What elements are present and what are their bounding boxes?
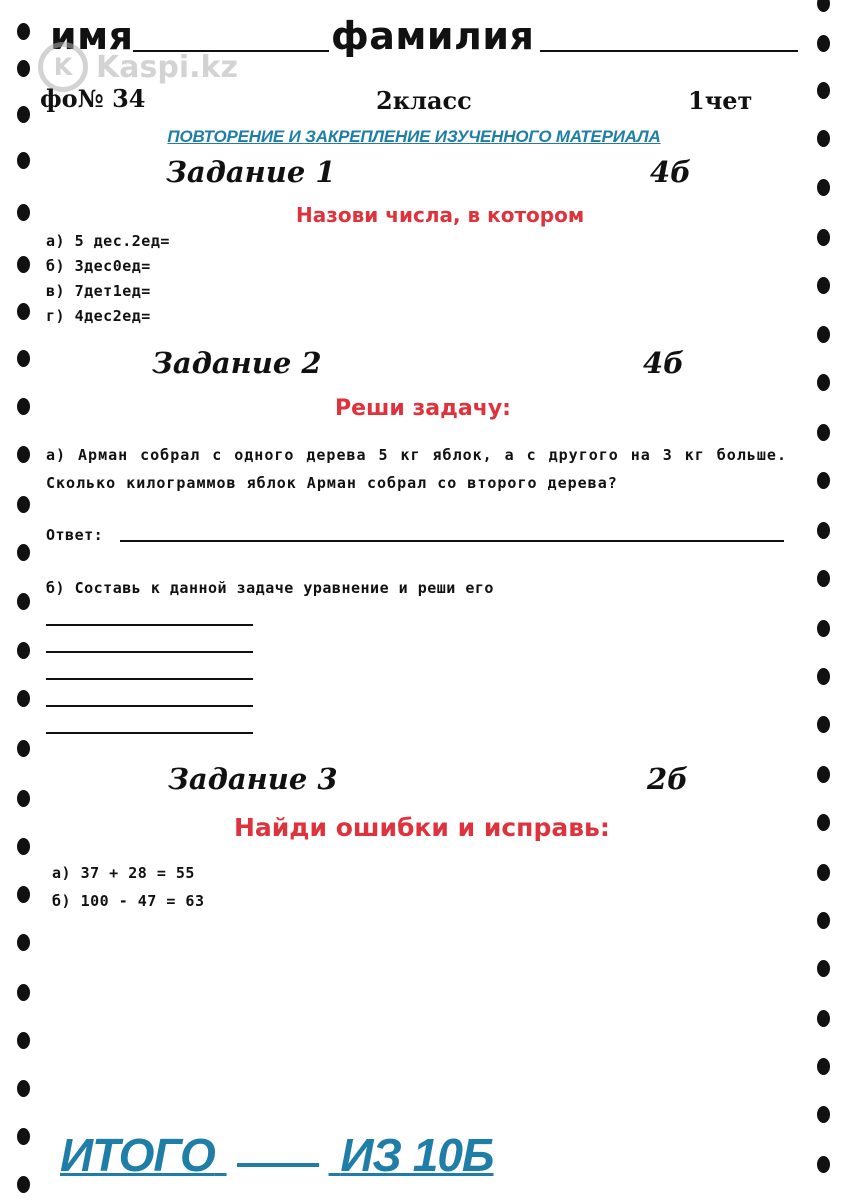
binder-hole xyxy=(817,1106,830,1123)
binder-hole xyxy=(17,204,30,221)
surname-label: фамилия xyxy=(331,14,535,58)
total-suffix: ИЗ 10Б xyxy=(340,1129,494,1181)
binder-hole xyxy=(17,303,30,320)
task3-instruction: Найди ошибки и исправь: xyxy=(234,813,610,842)
binder-hole xyxy=(817,570,830,587)
task2-answer-label: Ответ: xyxy=(46,526,104,544)
quarter-label: 1чет xyxy=(688,86,753,115)
binder-hole xyxy=(817,130,830,147)
binder-hole xyxy=(17,642,30,659)
binder-hole xyxy=(17,984,30,1001)
kaspi-logo-icon: K xyxy=(38,42,88,92)
binder-hole xyxy=(17,740,30,757)
task2-answer-line[interactable] xyxy=(120,540,784,542)
total-label: ИТОГО xyxy=(60,1129,215,1181)
task2-problem-text: а) Арман собрал с одного дерева 5 кг яблок, а с другого на 3 кг больше. Сколько килограммов яблок Арман собрал со второго дерева? xyxy=(46,446,787,492)
binder-hole xyxy=(17,1176,30,1193)
worksheet-subtitle: ПОВТОРЕНИЕ И ЗАКРЕПЛЕНИЕ ИЗУЧЕННОГО МАТЕРИАЛА xyxy=(167,127,661,146)
task1-instruction: Назови числа, в котором xyxy=(296,203,585,227)
equation-line[interactable] xyxy=(46,678,253,680)
binder-hole xyxy=(17,23,30,40)
binder-hole xyxy=(817,522,830,539)
binder-hole xyxy=(17,544,30,561)
binder-hole xyxy=(17,790,30,807)
equation-line[interactable] xyxy=(46,624,253,626)
binder-hole xyxy=(17,593,30,610)
total-score-blank[interactable] xyxy=(237,1163,319,1167)
task2-part-b: б) Составь к данной задаче уравнение и реши его xyxy=(46,579,494,597)
task3-title: Задание 3 xyxy=(168,762,338,796)
task1-points: 4б xyxy=(650,155,692,189)
binder-hole xyxy=(817,179,830,196)
binder-hole xyxy=(17,256,30,273)
total-score xyxy=(60,1128,494,1182)
equation-line[interactable] xyxy=(46,732,253,734)
binder-hole xyxy=(17,60,30,77)
binder-hole xyxy=(817,716,830,733)
binder-hole xyxy=(817,1010,830,1027)
binder-hole xyxy=(17,496,30,513)
equation-line[interactable] xyxy=(46,651,253,653)
task2-instruction: Реши задачу: xyxy=(335,396,511,421)
binder-hole xyxy=(817,277,830,294)
watermark-text: Kaspi.kz xyxy=(96,49,238,85)
task1-item: б) 3дес0ед= xyxy=(46,257,151,275)
binder-hole xyxy=(817,864,830,881)
binder-hole xyxy=(17,690,30,707)
worksheet-number: фо№ 34 xyxy=(40,84,146,113)
surname-blank-line[interactable] xyxy=(540,50,798,52)
binder-hole xyxy=(817,668,830,685)
binder-hole xyxy=(817,1058,830,1075)
binder-hole xyxy=(17,1032,30,1049)
binder-hole xyxy=(17,1128,30,1145)
binder-hole xyxy=(817,35,830,52)
binder-hole xyxy=(17,350,30,367)
binder-hole xyxy=(17,934,30,951)
task3-points: 2б xyxy=(647,762,689,796)
binder-hole xyxy=(17,1080,30,1097)
task1-item: а) 5 дес.2ед= xyxy=(46,232,170,250)
binder-hole xyxy=(817,229,830,246)
binder-hole xyxy=(817,766,830,783)
name-label: имя xyxy=(50,14,134,58)
task2-points: 4б xyxy=(643,346,685,380)
binder-hole xyxy=(817,0,830,12)
grade-label: 2класс xyxy=(376,86,472,115)
task1-title: Задание 1 xyxy=(166,155,336,189)
binder-hole xyxy=(817,814,830,831)
task1-item: в) 7дет1ед= xyxy=(46,282,151,300)
task3-item: б) 100 - 47 = 63 xyxy=(52,892,205,910)
binder-hole xyxy=(817,82,830,99)
binder-hole xyxy=(817,374,830,391)
binder-hole xyxy=(817,1156,830,1173)
binder-hole xyxy=(817,960,830,977)
task2-title: Задание 2 xyxy=(152,346,322,380)
binder-hole xyxy=(817,326,830,343)
binder-hole xyxy=(817,912,830,929)
task3-item: а) 37 + 28 = 55 xyxy=(52,864,195,882)
binder-hole xyxy=(17,106,30,123)
binder-hole xyxy=(17,152,30,169)
binder-hole xyxy=(17,838,30,855)
binder-hole xyxy=(17,446,30,463)
binder-hole xyxy=(17,398,30,415)
binder-hole xyxy=(817,620,830,637)
binder-hole xyxy=(17,886,30,903)
binder-hole xyxy=(817,424,830,441)
equation-line[interactable] xyxy=(46,705,253,707)
task1-item: г) 4дес2ед= xyxy=(46,307,151,325)
binder-hole xyxy=(817,472,830,489)
